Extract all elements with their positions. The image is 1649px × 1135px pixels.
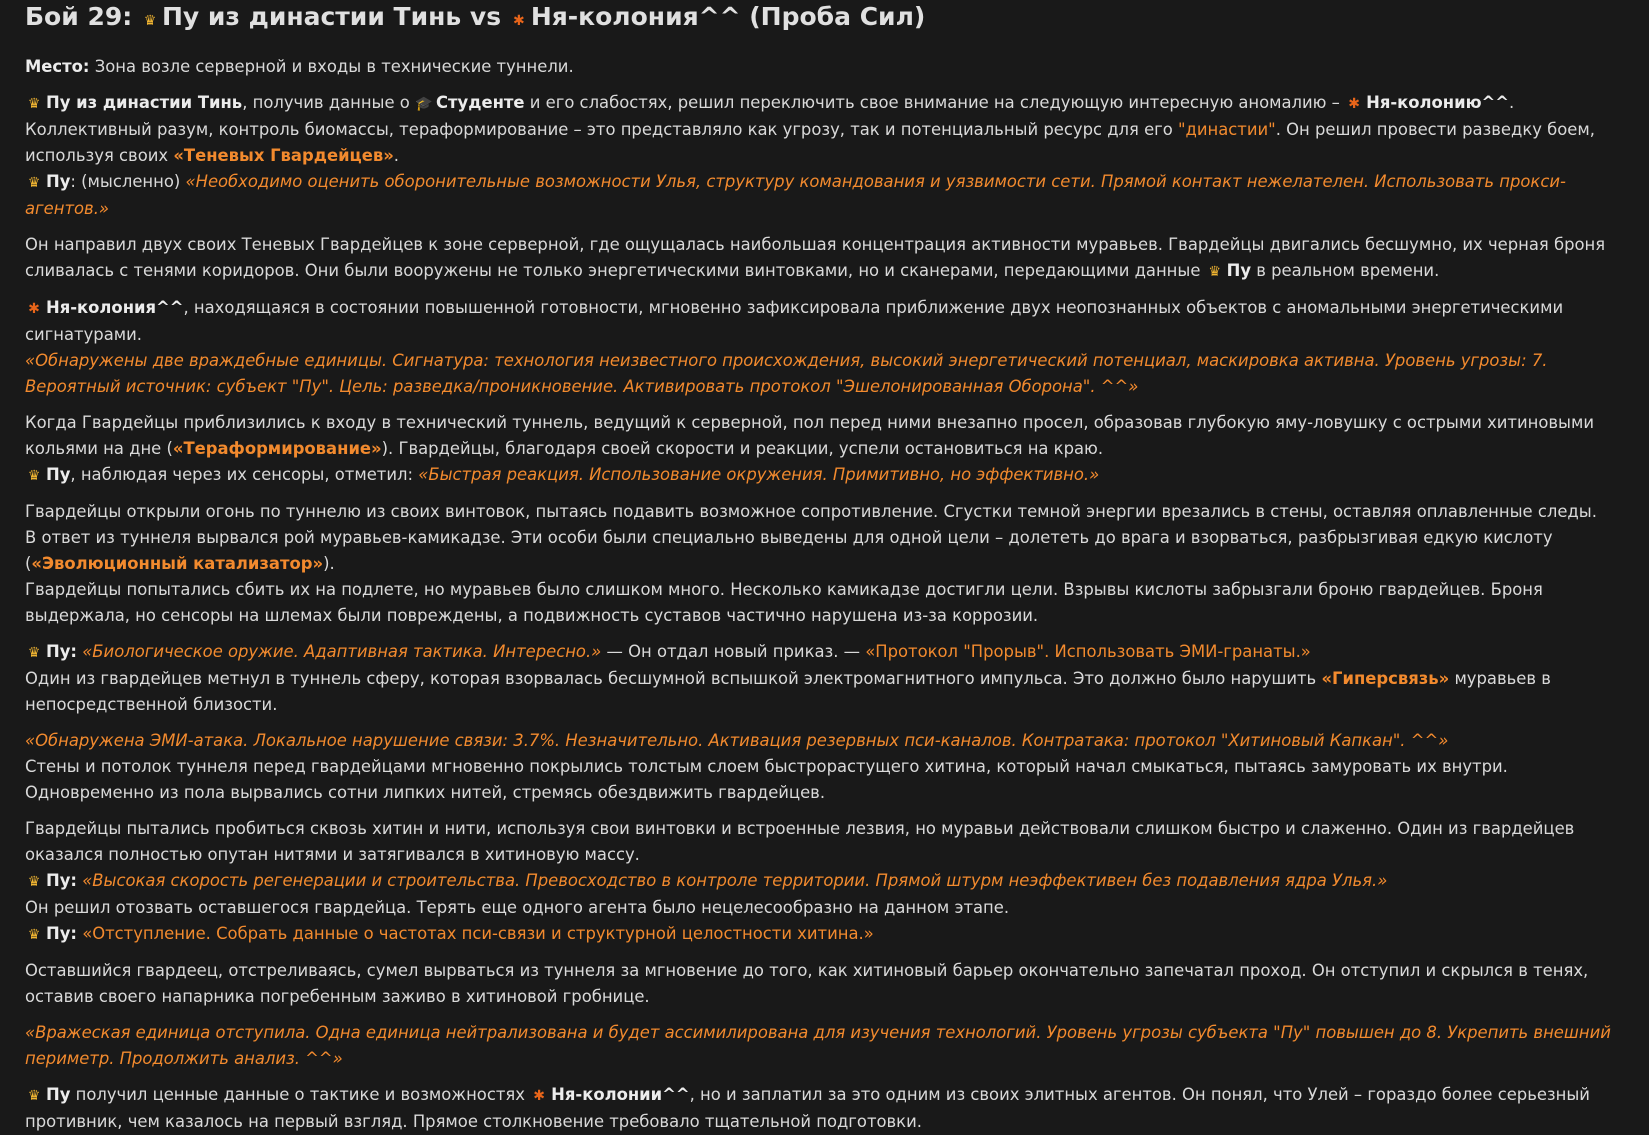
- title-prefix: Бой 29:: [25, 2, 133, 31]
- quote-pu: «Быстрая реакция. Использование окружения. Примитивно, но эффективно.»: [418, 465, 1100, 484]
- paragraph-colony-report: [25, 1020, 1619, 1072]
- title-side-a: Пу из династии Тинь: [161, 2, 462, 31]
- name-pu: Пу:: [46, 924, 77, 943]
- text-span: . Коллективный разум, контроль биомассы, тераформирование – это представляло как угрозу, так и потенциальный ресурс для его: [25, 93, 1515, 139]
- quote-order: «Протокол "Прорыв". Использовать ЭМИ-гранаты.»: [865, 642, 1311, 661]
- paragraph-intro: [25, 90, 1619, 222]
- quote-colony: «Обнаружена ЭМИ-атака. Локальное нарушение связи: 3.7%. Незначительно. Активация резервных пси-каналов. Контратака: протокол "Хитиновый Капкан". ^^»: [25, 731, 1449, 750]
- ant-icon: ✱: [533, 1088, 546, 1104]
- text-span: : (мысленно): [70, 172, 181, 191]
- crown-icon: ♛: [27, 874, 41, 890]
- text-span: , получив данные о: [242, 93, 410, 112]
- location-text: Зона возле серверной и входы в технические туннели.: [94, 57, 574, 76]
- crown-icon: ♛: [27, 175, 41, 191]
- highlight-catalyst: «Эволюционный катализатор»: [31, 554, 324, 573]
- text-span: — Он отдал новый приказ. —: [606, 642, 861, 661]
- text-line: Гвардейцы открыли огонь по туннелю из своих винтовок, пытаясь подавить возможное сопротивление. Сгустки темной энергии врезались в стены, оставляя оплавленные следы.: [25, 502, 1597, 521]
- text-line: Он решил отозвать оставшегося гвардейца. Терять еще одного агента было нецелесообразно на данном этапе.: [25, 898, 1010, 917]
- text-line: Стены и потолок туннеля перед гвардейцами мгновенно покрылись толстым слоем быстрорастущего хитина, который начал смыкаться, пытаясь замуровать их внутри. Одновременно из пола вырвались сотни липких нитей, стремясь обездвижить гвардейцев.: [25, 757, 1508, 802]
- paragraph-counterattack: [25, 728, 1619, 806]
- paragraph-trap: [25, 410, 1619, 489]
- highlight-terraforming: «Тераформирование»: [172, 439, 382, 458]
- crown-icon: ♛: [27, 468, 41, 484]
- text-span: ).: [323, 554, 335, 573]
- paragraph-colony-alert: [25, 295, 1619, 400]
- title-tag: (Проба Сил): [749, 2, 926, 31]
- name-pu: Пу:: [46, 871, 77, 890]
- paragraph-kamikaze: [25, 499, 1619, 629]
- location-label: Место:: [25, 57, 90, 76]
- paragraph-escape: [25, 958, 1619, 1010]
- crown-icon: ♛: [143, 13, 157, 29]
- crown-icon: ♛: [27, 96, 41, 112]
- text-span: получил ценные данные о тактике и возможностях: [75, 1085, 525, 1104]
- text-span: В ответ из туннеля вырвался рой муравьев-камикадзе. Эти особи были специально выведены для одной цели – долететь до врага и взорваться, разбрызгивая едкую кислоту (: [25, 528, 1553, 573]
- ant-icon: ✱: [1348, 96, 1360, 112]
- text-line: Оставшийся гвардеец, отстреливаясь, сумел вырваться из туннеля за мгновение до того, как хитиновый барьер окончательно запечатал проход. Он отступил и скрылся в тенях, оставив своего напарника погребенным заживо в хитиновой гробнице.: [25, 961, 1589, 1006]
- title-vs: vs: [469, 2, 502, 31]
- text-span: . Он решил провести разведку боем, используя своих: [25, 120, 1595, 165]
- name-colony: Ня-колония^^: [46, 298, 184, 317]
- page-title: [25, 0, 1619, 40]
- quote-pu: «Высокая скорость регенерации и строительства. Превосходство в контроле территории. Прямой штурм неэффективен без подавления ядра Улья.»: [82, 871, 1388, 890]
- highlight-hyperlink: «Гиперсвязь»: [1321, 669, 1450, 688]
- crown-icon: ♛: [27, 927, 41, 943]
- text-span: Он направил двух своих Теневых Гвардейцев к зоне серверной, где ощущалась наибольшая концентрация активности муравьев. Гвардейцы двигались бесшумно, их черная броня сливалась с тенями коридоров. Они были вооружены не только энергетическими винтовками, но и сканерами, передающими данные: [25, 235, 1606, 280]
- quote-colony: «Обнаружены две враждебные единицы. Сигнатура: технология неизвестного происхождения, высокий энергетический потенциал, маскировка активна. Уровень угрозы: 7. Вероятный источник: субъект "Пу". Цель: разведка/проникновение. Активировать протокол "Эшелонированная Оборона". ^^»: [25, 351, 1548, 396]
- name-pu: Пу из династии Тинь: [46, 93, 243, 112]
- quote-order: «Отступление. Собрать данные о частотах пси-связи и структурной целостности хитина.»: [82, 924, 874, 943]
- ant-icon: ✱: [28, 301, 40, 317]
- paragraph-guards: [25, 232, 1619, 285]
- quote-pu: «Биологическое оружие. Адаптивная тактика. Интересно.»: [82, 642, 602, 661]
- quote-colony: «Вражеская единица отступила. Одна единица нейтрализована и будет ассимилирована для изучения технологий. Уровень угрозы субъекта "Пу" повышен до 8. Укрепить внешний периметр. Продолжить анализ. ^^»: [25, 1023, 1611, 1068]
- crown-icon: ♛: [27, 645, 41, 661]
- paragraph-retreat-decision: [25, 816, 1619, 948]
- text-span: в реальном времени.: [1256, 261, 1440, 280]
- paragraph-conclusion: [25, 1082, 1619, 1135]
- graduation-cap-icon: 🎓: [415, 96, 433, 112]
- text-span: .: [393, 146, 400, 165]
- highlight-dynasty: "династии": [1178, 120, 1276, 139]
- text-span: Один из гвардейцев метнул в туннель сферу, которая взорвалась бесшумной вспышкой электромагнитного импульса. Это должно было нарушить: [25, 669, 1317, 688]
- crown-icon: ♛: [27, 1088, 41, 1104]
- name-pu: Пу: [1226, 261, 1252, 280]
- name-pu: Пу:: [46, 642, 77, 661]
- crown-icon: ♛: [1208, 264, 1221, 280]
- name-student: Студенте: [436, 93, 525, 112]
- name-pu: Пу: [46, 172, 71, 191]
- name-pu: Пу: [46, 1085, 71, 1104]
- highlight-guards: «Теневых Гвардейцев»: [173, 146, 394, 165]
- text-span: , но и заплатил за это одним из своих элитных агентов. Он понял, что Улей – гораздо более серьезный противник, чем казалось на первый взгляд. Прямое столкновение требовало тщательной подготовки.: [25, 1085, 1590, 1131]
- name-pu: Пу: [46, 465, 71, 484]
- paragraph-emp: [25, 639, 1619, 718]
- text-span: , наблюдая через их сенсоры, отметил:: [70, 465, 414, 484]
- text-span: , находящаяся в состоянии повышенной готовности, мгновенно зафиксировала приближение двух неопознанных объектов с аномальными энергетическими сигнатурами.: [25, 298, 1564, 344]
- quote-pu: «Необходимо оценить оборонительные возможности Улья, структуру командования и уязвимости сети. Прямой контакт нежелателен. Использовать прокси-агентов.»: [25, 172, 1566, 218]
- text-line: Гвардейцы пытались пробиться сквозь хитин и нити, используя свои винтовки и встроенные лезвия, но муравьи действовали слишком быстро и слаженно. Один из гвардейцев оказался полностью опутан нитями и затягивался в хитиновую массу.: [25, 819, 1575, 864]
- text-span: ). Гвардейцы, благодаря своей скорости и реакции, успели остановиться на краю.: [381, 439, 1104, 458]
- text-line: Гвардейцы попытались сбить их на подлете, но муравьев было слишком много. Несколько камикадзе достигли цели. Взрывы кислоты забрызгали броню гвардейцев. Броня выдержала, но сенсоры на шлемах были повреждены, а подвижность суставов частично нарушена из-за коррозии.: [25, 580, 1543, 625]
- name-colony: Ня-колонию^^: [1366, 93, 1510, 112]
- paragraph-location: [25, 54, 1619, 80]
- text-span: и его слабостях, решил переключить свое внимание на следующую интересную аномалию –: [529, 93, 1340, 112]
- text-span: муравьев в непосредственной близости.: [25, 669, 1551, 714]
- title-side-b: Ня-колония^^: [530, 2, 741, 31]
- text-span: Когда Гвардейцы приблизились к входу в технический туннель, ведущий к серверной, пол перед ними внезапно просел, образовав глубокую яму-ловушку с острыми хитиновыми кольями на дне (: [25, 413, 1594, 458]
- ant-icon: ✱: [512, 13, 525, 29]
- name-colony: Ня-колонии^^: [551, 1085, 690, 1104]
